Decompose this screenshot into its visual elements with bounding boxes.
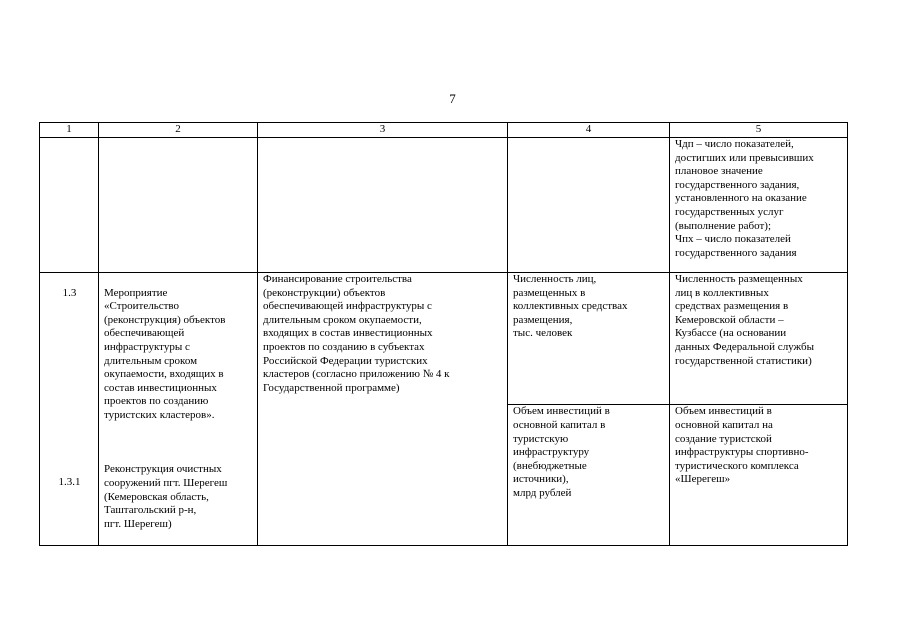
sub-event-title: Реконструкция очистных сооружений пгт. Шерегеш (Кемеровская область, Таштагольский р-н, пгт. Шерегеш) <box>104 463 228 530</box>
cell-empty <box>508 138 670 273</box>
header-col-4: 4 <box>508 123 670 138</box>
cell-indicator-persons: Численность лиц, размещенных в коллективных средствах размещения, тыс. человек <box>508 273 670 405</box>
cell-empty <box>40 138 99 273</box>
cell-empty <box>99 138 258 273</box>
row-number: 1.3 <box>62 286 77 299</box>
header-col-3: 3 <box>258 123 508 138</box>
cell-row-number <box>40 273 99 546</box>
cell-method-investment: Объем инвестиций в основной капитал на создание туристской инфраструктуры спортивно- туристического комплекса «Шерегеш» <box>670 405 848 546</box>
cell-formula-notes: Чдп – число показателей, достигших или превысивших плановое значение государственного задания, установленного на оказание государственных услуг (выполнение работ); Чпх – число показателей государственного задания <box>670 138 848 273</box>
page-number: 7 <box>449 91 456 106</box>
cell-indicator-investment: Объем инвестиций в основной капитал в туристскую инфраструктуру (внебюджетные источники), млрд рублей <box>508 405 670 546</box>
cell-method-persons: Численность размещенных лиц в коллективных средствах размещения в Кемеровской области – Кузбассе (на основании данных Федеральной службы государственной статистики) <box>670 273 848 405</box>
event-title: Мероприятие «Строительство (реконструкция) объектов обеспечивающей инфраструктуры с длительным сроком окупаемости, входящих в состав инвестиционных проектов по созданию туристских кластеров». <box>104 286 226 421</box>
indicators-table <box>39 122 848 546</box>
header-col-1: 1 <box>40 123 99 138</box>
table-header-row <box>40 123 848 138</box>
table-row-continuation <box>40 138 848 273</box>
cell-description: Финансирование строительства (реконструкции) объектов обеспечивающей инфраструктуры с длительным сроком окупаемости, входящих в состав инвестиционных проектов по созданию в субъектах Российской Федерации туристских кластеров (согласно приложению № 4 к Государственной программе) <box>258 273 508 546</box>
sub-row-number: 1.3.1 <box>58 476 81 489</box>
table-row-1-3-a <box>40 273 848 405</box>
cell-empty <box>258 138 508 273</box>
header-col-2: 2 <box>99 123 258 138</box>
cell-event <box>99 273 258 546</box>
header-col-5: 5 <box>670 123 848 138</box>
